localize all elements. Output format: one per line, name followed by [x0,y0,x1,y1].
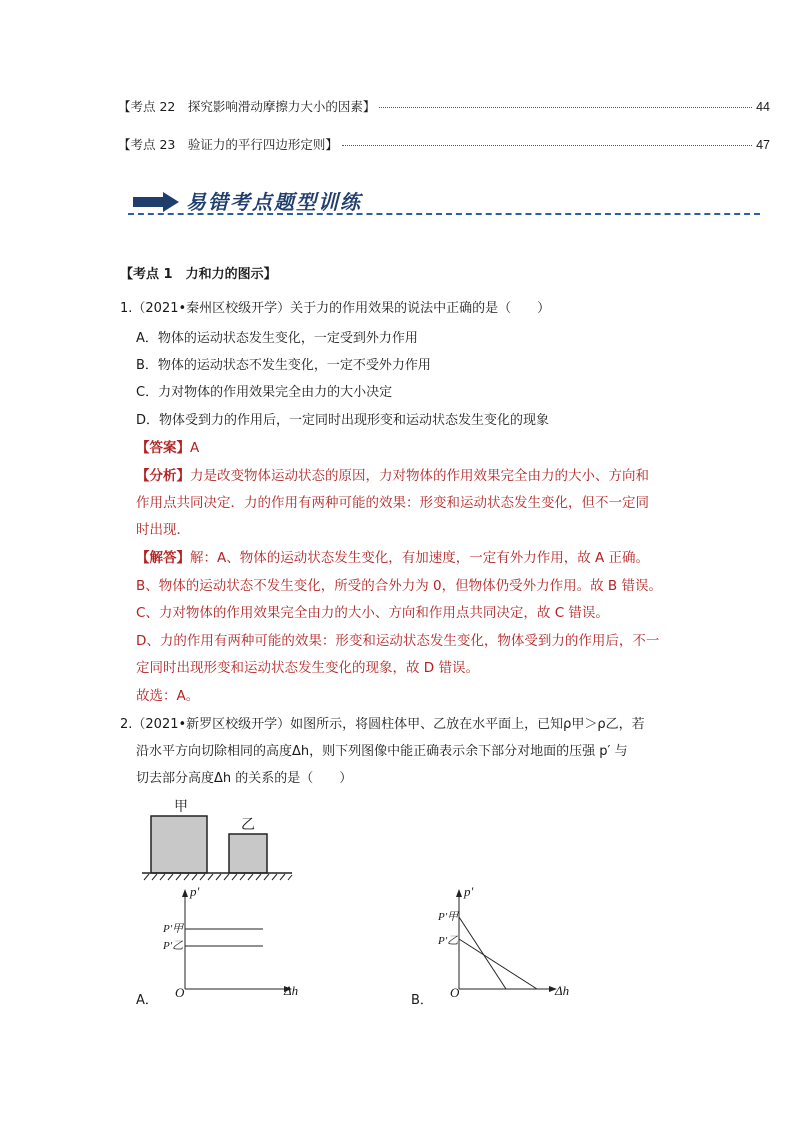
solution-line: 解：A、物体的运动状态发生变化，有加速度，一定有外力作用，故 A 正确。 [190,550,650,566]
label-jia: 甲 [174,799,188,815]
graph-a-y-axis: p′ [190,884,200,899]
analysis-line: 时出现． [136,522,190,538]
cylinders-figure [140,796,300,890]
banner-divider [128,213,760,215]
graph-b-origin: O [450,985,460,1000]
toc-leader [379,107,752,108]
graph-a-p-yi: P′乙 [163,940,184,952]
answer-value: A [190,440,200,456]
solution-line: B、物体的运动状态不发生变化，所受的合外力为 0，但物体仍受外力作用。故 B 错误。 [136,577,662,594]
toc-label: 【考点 22 探究影响滑动摩擦力大小的因素】 [118,99,376,114]
line-jia [459,917,506,989]
solution-line: 故选：A。 [136,687,200,704]
graph-a-label: A． [136,993,158,1008]
analysis-line: 力是改变物体运动状态的原因，力对物体的作用效果完全由力的大小、方向和 [190,468,649,484]
analysis-tag: 【分析】 [136,468,190,484]
graph-b-x-axis: Δh [555,983,570,998]
graph-b-p-jia: P′甲 [438,911,459,923]
solution-line: 定同时出现形变和运动状态发生变化的现象，故 D 错误。 [136,660,479,676]
line-yi [459,939,537,989]
section-heading: 【考点 1 力和力的图示】 [120,267,277,282]
toc-leader [342,145,752,146]
graph-a-p-jia: P′甲 [163,923,184,935]
q1-stem: 1.（2021•秦州区校级开学）关于力的作用效果的说法中正确的是（ ） [120,301,551,316]
graph-a-origin: O [175,985,185,1000]
cylinder-jia [151,816,207,873]
toc-entry-22[interactable] [118,97,770,115]
graph-b-y-axis: p′ [464,884,474,899]
answer-tag: 【答案】 [136,440,190,456]
q1-solution [136,545,696,710]
analysis-line: 作用点共同决定．力的作用有两种可能的效果：形变和运动状态发生变化，但不一定同 [136,495,649,511]
graph-b-p-yi: P′乙 [438,935,459,947]
toc-page: 47 [756,138,770,152]
q2-stem-line: 2.（2021•新罗区校级开学）如图所示，将圆柱体甲、乙放在水平面上，已知ρ甲＞ρ乙，若 [120,717,645,732]
cylinder-yi [229,834,267,873]
graph-a[interactable] [165,887,300,1001]
q2-stem [120,711,700,792]
graph-a-x-axis: Δh [284,983,299,998]
graph-b[interactable] [439,887,574,1001]
solution-line: D、力的作用有两种可能的效果：形变和运动状态发生变化，物体受到力的作用后，不一 [136,632,660,649]
toc-page: 44 [756,100,770,114]
q1-option-a: A．物体的运动状态发生变化，一定受到外力作用 [136,331,418,346]
q1-answer [136,436,199,456]
label-yi: 乙 [241,817,255,833]
q1-analysis [136,463,696,544]
graph-b-label: B． [411,993,433,1008]
q2-stem-line: 沿水平方向切除相同的高度Δh，则下列图像中能正确表示余下部分对地面的压强 p′ 与 [136,744,628,759]
toc-label: 【考点 23 验证力的平行四边形定则】 [118,137,338,152]
q2-stem-line: 切去部分高度Δh 的关系的是（ ） [136,771,353,786]
banner-title: 易错考点题型训练 [186,190,362,214]
toc-entry-23[interactable] [118,135,770,153]
solution-line: C、力对物体的作用效果完全由力的大小、方向和作用点共同决定，故 C 错误。 [136,605,609,621]
q1-option-b: B．物体的运动状态不发生变化，一定不受外力作用 [136,358,431,373]
solution-tag: 【解答】 [136,550,190,566]
q1-option-d: D．物体受到力的作用后，一定同时出现形变和运动状态发生变化的现象 [136,413,550,428]
q1-option-c: C．力对物体的作用效果完全由力的大小决定 [136,385,393,400]
